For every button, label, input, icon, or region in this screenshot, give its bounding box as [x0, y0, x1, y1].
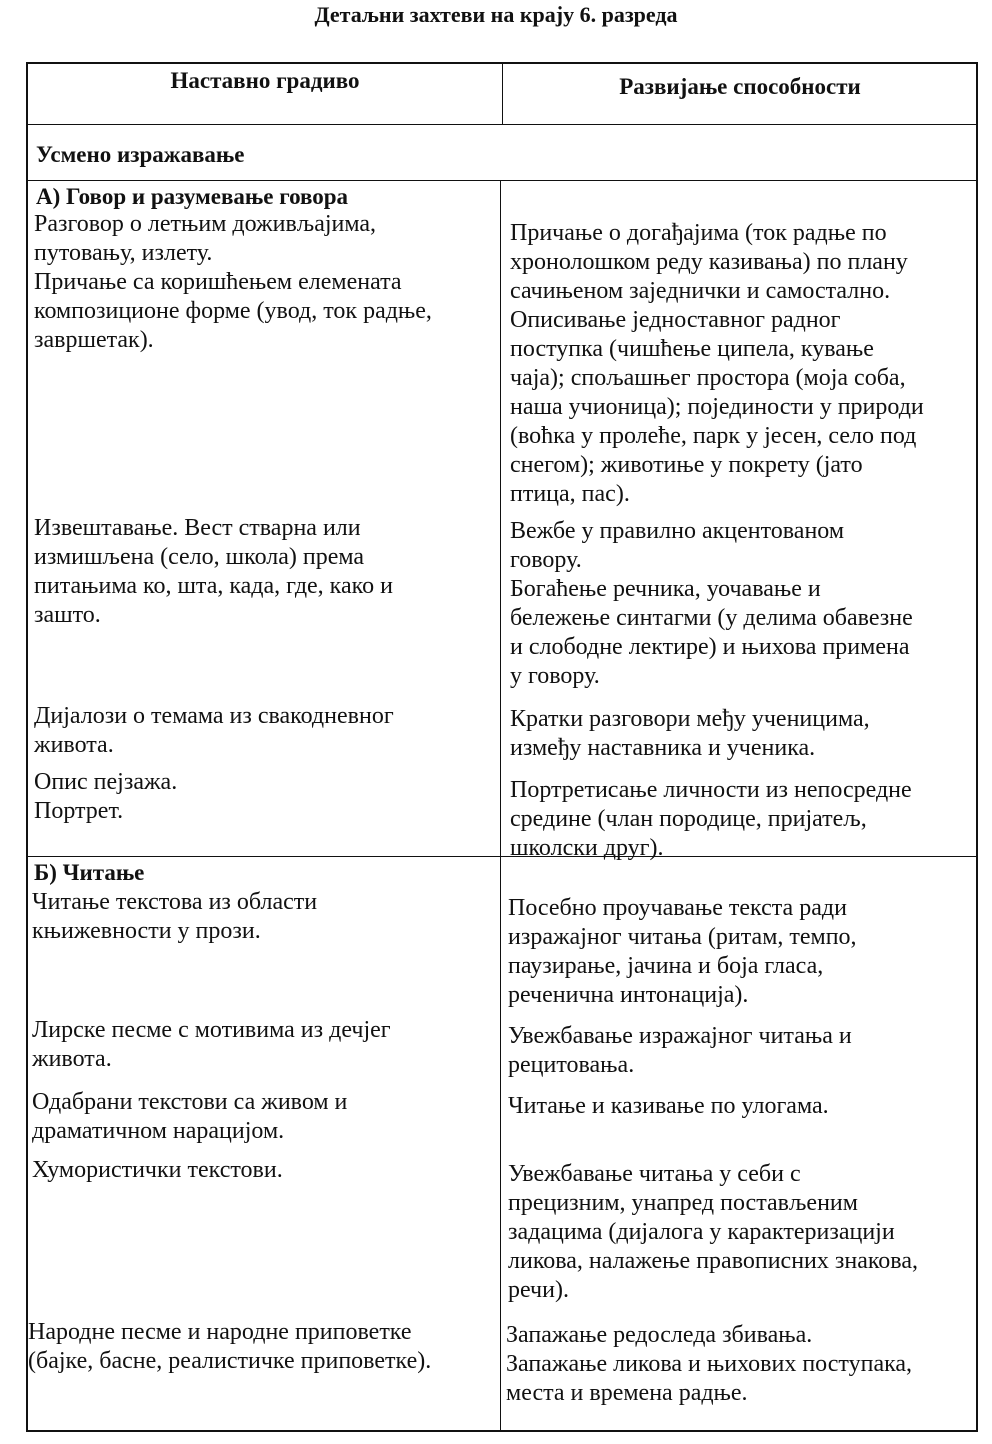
content-cell: Извештавање. Вест стварна или измишљена (село, школа) према питањима ко, шта, када, где, како и зашто.	[34, 515, 393, 628]
content-cell: Хумористички текстови.	[32, 1157, 283, 1183]
content-cell: Дијалози о темама из свакодневног живота.	[34, 703, 394, 758]
content-cell: Лирске песме с мотивима из дечјег живота.	[32, 1017, 391, 1072]
skills-cell: Читање и казивање по улогама.	[508, 1093, 829, 1119]
header-content-column: Наставно градиво	[170, 68, 360, 93]
skills-cell: Вежбе у правилно акцентованом говору. Богаћење речника, уочавање и бележење синтагми (у делима обавезне и слободне лектире) и њихова примена у говору.	[510, 518, 913, 689]
document-title: Детаљни захтеви на крају 6. разреда	[314, 2, 678, 27]
curriculum-table	[26, 62, 978, 1432]
subsection-a-title: А) Говор и разумевање говора	[36, 184, 349, 209]
skills-cell: Портретисање личности из непосредне средине (члан породице, пријатељ, школски друг).	[510, 777, 912, 861]
header-skills-column: Развијање способности	[619, 74, 861, 99]
header-column-divider	[502, 64, 503, 124]
skills-cell: Увежбавање изражајног читања и рецитовања.	[508, 1023, 852, 1078]
skills-cell: Кратки разговори међу ученицима, између наставника и ученика.	[510, 706, 870, 761]
body-column-divider	[500, 180, 501, 1430]
content-cell: Опис пејзажа. Портрет.	[34, 769, 178, 824]
header-bottom-rule	[28, 124, 976, 125]
section-title: Усмено изражавање	[36, 142, 245, 167]
content-cell: Разговор о летњим доживљајима, путовању, излету. Причање са коришћењем елемената композиционе форме (увод, ток радње, завршетак).	[34, 211, 432, 353]
skills-cell: Увежбавање читања у себи с прецизним, унапред постављеним задацима (дијалога у карактеризацији ликова, налажење правописних знакова, речи).	[508, 1161, 918, 1303]
content-cell: Одабрани текстови са живом и драматичном нарацијом.	[32, 1089, 348, 1144]
skills-cell: Причање о догађајима (ток радње по хронолошком реду казивања) по плану сачињеном заједнички и самостално. Описивање једноставног радног поступка (чишћење ципела, кување чаја); спољашњег простора (моја соба, наша учионица); појединости у природи (воћка у пролеће, парк у јесен, село под снегом); животиње у покрету (јато птица, пас).	[510, 220, 924, 507]
skills-cell: Запажање редоследа збивања. Запажање ликова и њихових поступака, места и времена радње.	[506, 1322, 913, 1406]
skills-cell: Посебно проучавање текста ради изражајног читања (ритам, темпо, паузирање, јачина и боја гласа, реченична интонација).	[508, 895, 857, 1008]
content-cell: Читање текстова из области књижевности у прози.	[32, 889, 318, 944]
content-cell: Народне песме и народне приповетке (бајке, басне, реалистичке приповетке).	[28, 1319, 432, 1374]
subsection-b-title: Б) Читање	[34, 860, 145, 885]
section-bottom-rule	[28, 180, 976, 181]
